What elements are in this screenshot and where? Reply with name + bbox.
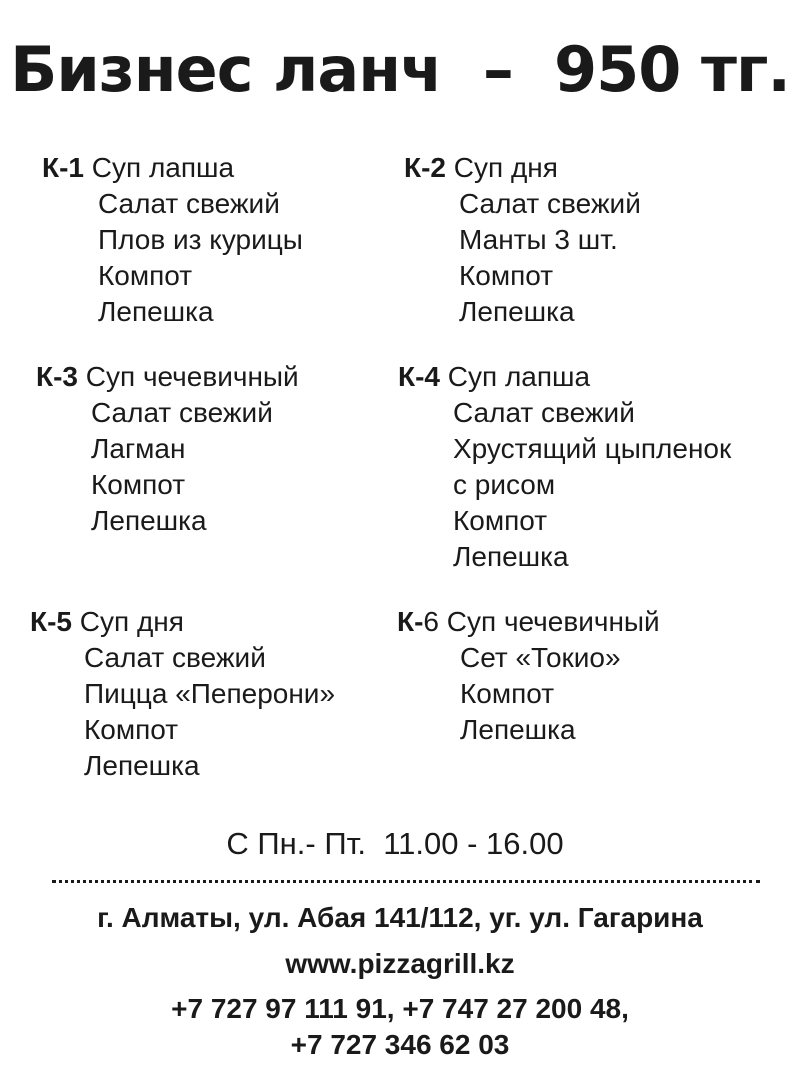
combo-item: Суп лапша	[91, 152, 235, 183]
combo-k3	[36, 359, 299, 539]
combo-item: Компот	[453, 505, 548, 536]
combo-item: Сет «Токио»	[460, 642, 621, 673]
combo-item: Суп дня	[453, 152, 558, 183]
combo-item: Хрустящий цыпленок	[453, 433, 732, 464]
website-link[interactable]: www.pizzagrill.kz	[285, 948, 515, 979]
combo-code-number: 6	[423, 606, 439, 637]
combo-k1	[42, 150, 303, 330]
combo-item: Салат свежий	[459, 188, 641, 219]
combo-item: Компот	[459, 260, 554, 291]
combo-item: Плов из курицы	[98, 224, 303, 255]
page-title: Бизнес ланч – 950 тг.	[10, 33, 790, 106]
combo-item: Компот	[91, 469, 186, 500]
combo-code: К-	[397, 606, 424, 637]
combo-item: Лагман	[91, 433, 186, 464]
combo-item: Лепешка	[453, 541, 569, 572]
phone-numbers-line1: +7 727 97 111 91, +7 747 27 200 48,	[171, 993, 629, 1024]
combo-item: Салат свежий	[91, 397, 273, 428]
combo-item: Суп лапша	[447, 361, 591, 392]
phone-numbers-line2: +7 727 346 62 03	[290, 1029, 510, 1060]
combo-item: Салат свежий	[453, 397, 635, 428]
combo-k2	[404, 150, 641, 330]
combo-item: Лепешка	[84, 750, 200, 781]
combo-item: Компот	[460, 678, 555, 709]
combo-code: К-3	[36, 361, 78, 392]
combo-item: Лепешка	[91, 505, 207, 536]
combo-item: Манты 3 шт.	[459, 224, 618, 255]
combo-item: Суп дня	[79, 606, 184, 637]
dotted-divider	[52, 880, 760, 883]
combo-item: Лепешка	[98, 296, 214, 327]
combo-item: Суп чечевичный	[446, 606, 660, 637]
combo-item: Компот	[98, 260, 193, 291]
combo-k6	[397, 604, 660, 748]
combo-item: Салат свежий	[84, 642, 266, 673]
combo-k5	[30, 604, 335, 784]
combo-code: К-1	[42, 152, 84, 183]
combo-item: Салат свежий	[98, 188, 280, 219]
combo-item: с рисом	[453, 469, 556, 500]
combo-code: К-4	[398, 361, 440, 392]
combo-code: К-5	[30, 606, 72, 637]
combo-item: Лепешка	[459, 296, 575, 327]
combo-item: Пицца «Пеперони»	[84, 678, 336, 709]
combo-item: Лепешка	[460, 714, 576, 745]
combo-item: Компот	[84, 714, 179, 745]
combo-code: К-2	[404, 152, 446, 183]
working-hours: С Пн.- Пт. 11.00 - 16.00	[226, 826, 564, 861]
combo-item: Суп чечевичный	[85, 361, 299, 392]
combo-k4	[398, 359, 731, 575]
address: г. Алматы, ул. Абая 141/112, уг. ул. Гагарина	[97, 902, 703, 933]
